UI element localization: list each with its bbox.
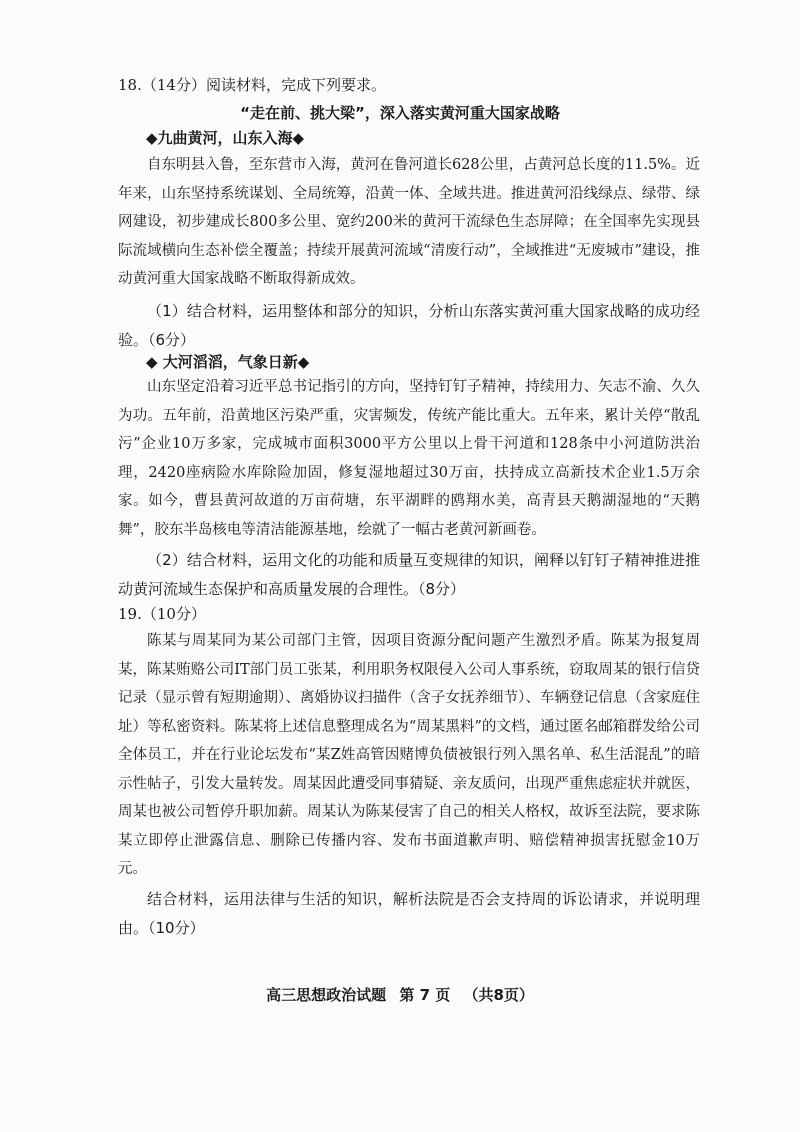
section-heading-1: ◆九曲黄河，山东入海◆ xyxy=(146,129,305,147)
question-19: 结合材料，运用法律与生活的知识，解析法院是否会支持周的诉讼请求，并说明理由。（10分） xyxy=(118,890,700,937)
material-paragraph-2: 山东坚定沿着习近平总书记指引的方向，坚持钉钉子精神，持续用力、矢志不渝、久久为功。五年前，沿黄地区污染严重，灾害频发，传统产能比重大。五年来，累计关停“散乱污”企业10万多家，完成城市面积3000平方公里以上骨干河道和128条中小河道防洪治理，2420座病险水库除险加固，修复湿地超过30万亩，扶持成立高新技术企业1.5万余家。如今，曹县黄河故道的万亩荷塘，东平湖畔的鸥翔水美，高青县天鹅湖湿地的“天鹅舞”，胶东半岛核电等清洁能源基地，绘就了一幅古老黄河新画卷。 xyxy=(118,379,700,538)
material-title: “走在前、挑大梁”，深入落实黄河重大国家战略 xyxy=(240,104,560,122)
footer-subject: 高三思想政治试题 xyxy=(266,986,387,1004)
footer-page-number: 第 7 页 xyxy=(399,986,451,1004)
section-heading-2: ◆ 大河滔滔，气象日新◆ xyxy=(146,353,310,371)
material-paragraph-3: 陈某与周某同为某公司部门主管，因项目资源分配问题产生激烈矛盾。陈某为报复周某，陈某贿赂公司IT部门员工张某，利用职务权限侵入公司人事系统，窃取周某的银行信贷记录（显示曾有短期逾期）、离婚协议扫描件（含子女抚养细节）、车辆登记信息（含家庭住址）等私密资料。陈某将上述信息整理成名为“周某黑料”的文档，通过匿名邮箱群发给公司全体员工，并在行业论坛发布“某Z姓高管因赌博负债被银行列入黑名单、私生活混乱”的暗示性帖子，引发大量转发。周某因此遭受同事猜疑、亲友质问，出现严重焦虑症状并就医，周某也被公司暂停升职加薪。周某认为陈某侵害了自己的相关人格权，故诉至法院，要求陈某立即停止泄露信息、删除已传播内容、发布书面道歉声明、赔偿精神损害抚慰金10万元。 xyxy=(118,633,700,877)
page-footer xyxy=(0,984,800,1006)
question-19-header: 19.（10分） xyxy=(118,605,206,623)
footer-total-pages: （共8页） xyxy=(463,986,534,1004)
material-paragraph-1: 自东明县入鲁，至东营市入海，黄河在鲁河道长628公里，占黄河总长度的11.5%。近年来，山东坚持系统谋划、全局统筹，沿黄一体、全域共进。推进黄河沿线绿点、绿带、绿网建设，初步建成长800多公里、宽约200米的黄河干流绿色生态屏障；在全国率先实现县际流域横向生态补偿全覆盖；持续开展黄河流域“清废行动”，全域推进“无废城市”建设，推动黄河重大国家战略不断取得新成效。 xyxy=(118,157,700,287)
question-18-2: （2）结合材料，运用文化的功能和质量互变规律的知识，阐释以钉钉子精神推进推动黄河流域生态保护和高质量发展的合理性。（8分） xyxy=(118,551,700,598)
question-18-1: （1）结合材料，运用整体和部分的知识，分析山东落实黄河重大国家战略的成功经验。（6分） xyxy=(118,302,700,349)
question-18-header: 18.（14分）阅读材料，完成下列要求。 xyxy=(118,76,386,94)
